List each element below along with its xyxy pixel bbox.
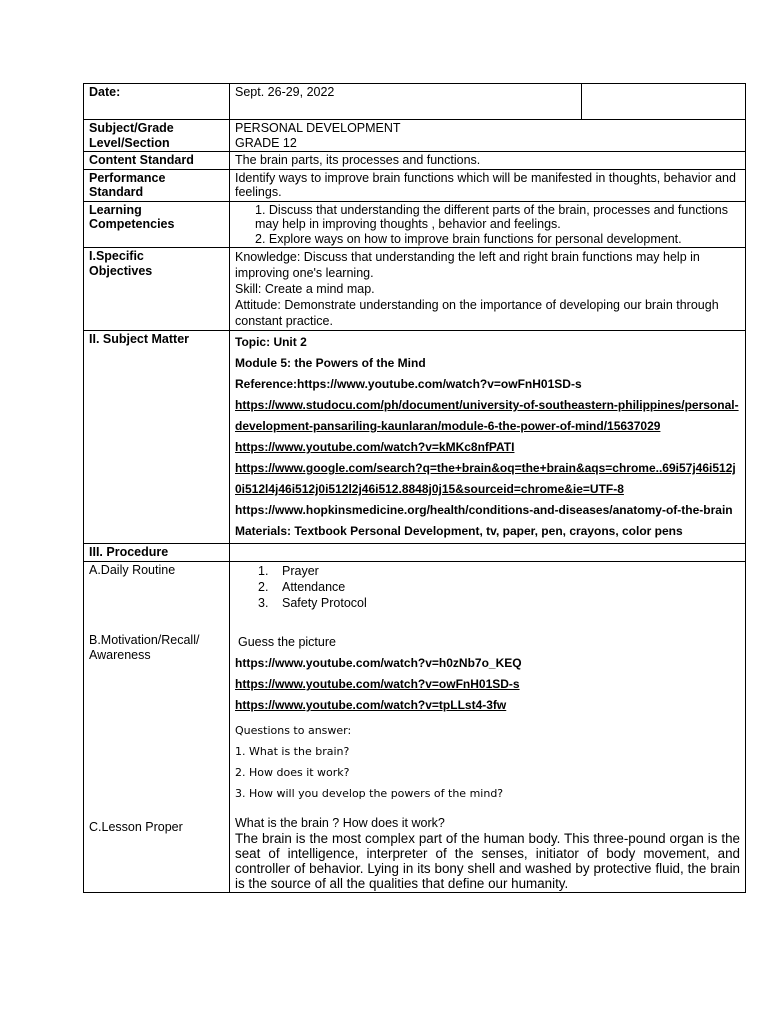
video-link[interactable]: https://www.youtube.com/watch?v=h0zNb7o_KEQ: [235, 656, 522, 670]
lesson-plan-table: [83, 83, 746, 893]
performance-label-line2: Standard: [89, 185, 144, 199]
module-text: Module 5: the Powers of the Mind: [235, 356, 426, 370]
daily-routine-list: [235, 563, 740, 611]
learning-competencies-label: [84, 201, 230, 248]
subject-matter-label: II. Subject Matter: [84, 331, 230, 544]
subject-label: [84, 120, 230, 152]
subject-name: PERSONAL DEVELOPMENT: [235, 121, 401, 135]
reference-link[interactable]: https://www.google.com/search?q=the+brain&oq=the+brain&aqs=chrome..69i57j46i512j0i512l4j46i512j0i512l2j46i512.8848j0j15&sourceid=chrome&ie=UTF-8: [235, 461, 736, 496]
date-row: [84, 84, 746, 120]
lesson-paragraph: The brain is the most complex part of the human body. This three-pound organ is the seat of intelligence, interpreter of the senses, initiator of body movement, and controller of behavior. Lying in its bony shell and washed by protective fluid, the brain is the source of all the qualities that define our humanity.: [235, 830, 740, 891]
question-item: 3. How will you develop the powers of the mind?: [235, 787, 504, 800]
content-standard-label: Content Standard: [84, 152, 230, 170]
lesson-proper-label: C.Lesson Proper: [89, 820, 183, 834]
learning-competencies-row: [84, 201, 746, 248]
performance-label-line1: Performance: [89, 170, 166, 185]
reference-link[interactable]: https://www.youtube.com/watch?v=kMKc8nfPATI: [235, 440, 515, 454]
objectives-label-line2: Objectives: [89, 263, 153, 278]
video-link[interactable]: https://www.youtube.com/watch?v=tpLLst4-3fw: [235, 698, 507, 712]
subject-row: [84, 120, 746, 152]
grade-level: GRADE 12: [235, 135, 297, 150]
subject-matter-row: [84, 331, 746, 544]
routine-text: Safety Protocol: [282, 595, 367, 610]
content-standard-row: [84, 152, 746, 170]
objectives-label: [84, 248, 230, 331]
procedure-steps-labels: [84, 561, 230, 892]
subject-matter-value: [230, 331, 746, 544]
subject-label-line2: Level/Section: [89, 135, 170, 150]
procedure-label: III. Procedure: [84, 544, 230, 562]
motivation-label-line2: Awareness: [89, 647, 151, 662]
date-label: Date:: [84, 84, 230, 120]
subject-label-line1: Subject/Grade: [89, 121, 174, 135]
lesson-question: What is the brain ? How does it work?: [235, 816, 445, 830]
procedure-value: [230, 544, 746, 562]
routine-text: Attendance: [282, 579, 346, 594]
date-extra-cell: [582, 84, 746, 120]
content-standard-value: The brain parts, its processes and functions.: [230, 152, 746, 170]
routine-text: Prayer: [282, 563, 319, 578]
motivation-intro: Guess the picture: [238, 634, 336, 649]
routine-number: 2.: [258, 579, 269, 594]
objectives-value: [230, 248, 746, 331]
competency-item: 2. Explore ways on how to improve brain functions for personal development.: [255, 231, 682, 246]
video-link[interactable]: https://www.youtube.com/watch?v=owFnH01SD-s: [235, 677, 520, 691]
competencies-list: [235, 203, 740, 247]
objective-attitude: Attitude: Demonstrate understanding on the importance of developing our brain through constant practice.: [235, 298, 719, 328]
objective-knowledge: Knowledge: Discuss that understanding the left and right brain functions may help in improving one's learning.: [235, 250, 700, 280]
daily-routine-label: A.Daily Routine: [89, 562, 176, 577]
objective-skill: Skill: Create a mind map.: [235, 282, 375, 296]
performance-standard-row: [84, 169, 746, 201]
objectives-label-line1: I.Specific: [89, 249, 144, 263]
procedure-body-row: [84, 561, 746, 892]
routine-number: 3.: [258, 595, 269, 610]
competencies-label-line1: Learning: [89, 202, 142, 217]
question-item: 1. What is the brain?: [235, 745, 350, 758]
materials-text: Materials: Textbook Personal Development, tv, paper, pen, crayons, color pens: [235, 524, 683, 538]
procedure-steps-content: [230, 561, 746, 892]
reference-link[interactable]: https://www.hopkinsmedicine.org/health/conditions-and-diseases/anatomy-of-the-brain: [235, 503, 733, 517]
questions-title: Questions to answer:: [235, 724, 352, 737]
question-item: 2. How does it work?: [235, 766, 350, 779]
routine-item: [235, 595, 740, 611]
learning-competencies-value: [230, 201, 746, 248]
performance-standard-label: [84, 169, 230, 201]
subject-value: [230, 120, 746, 152]
procedure-row: [84, 544, 746, 562]
objectives-row: [84, 248, 746, 331]
motivation-label-line1: B.Motivation/Recall/: [89, 633, 200, 647]
routine-item: [235, 563, 740, 579]
competency-item: 1. Discuss that understanding the different parts of the brain, processes and functions may help in improving thoughts , behavior and feelings.: [255, 202, 728, 231]
competencies-label-line2: Competencies: [89, 217, 175, 231]
performance-standard-value: Identify ways to improve brain functions which will be manifested in thoughts, behavior and feelings.: [230, 169, 746, 201]
routine-number: 1.: [258, 563, 269, 578]
reference-text: Reference:https://www.youtube.com/watch?v=owFnH01SD-s: [235, 377, 582, 391]
topic-text: Topic: Unit 2: [235, 335, 307, 349]
date-value: Sept. 26-29, 2022: [230, 84, 582, 120]
reference-link[interactable]: https://www.studocu.com/ph/document/university-of-southeastern-philippines/personal-development-pansariling-kaunlaran/module-6-the-power-of-mind/15637029: [235, 398, 739, 433]
routine-item: [235, 579, 740, 595]
